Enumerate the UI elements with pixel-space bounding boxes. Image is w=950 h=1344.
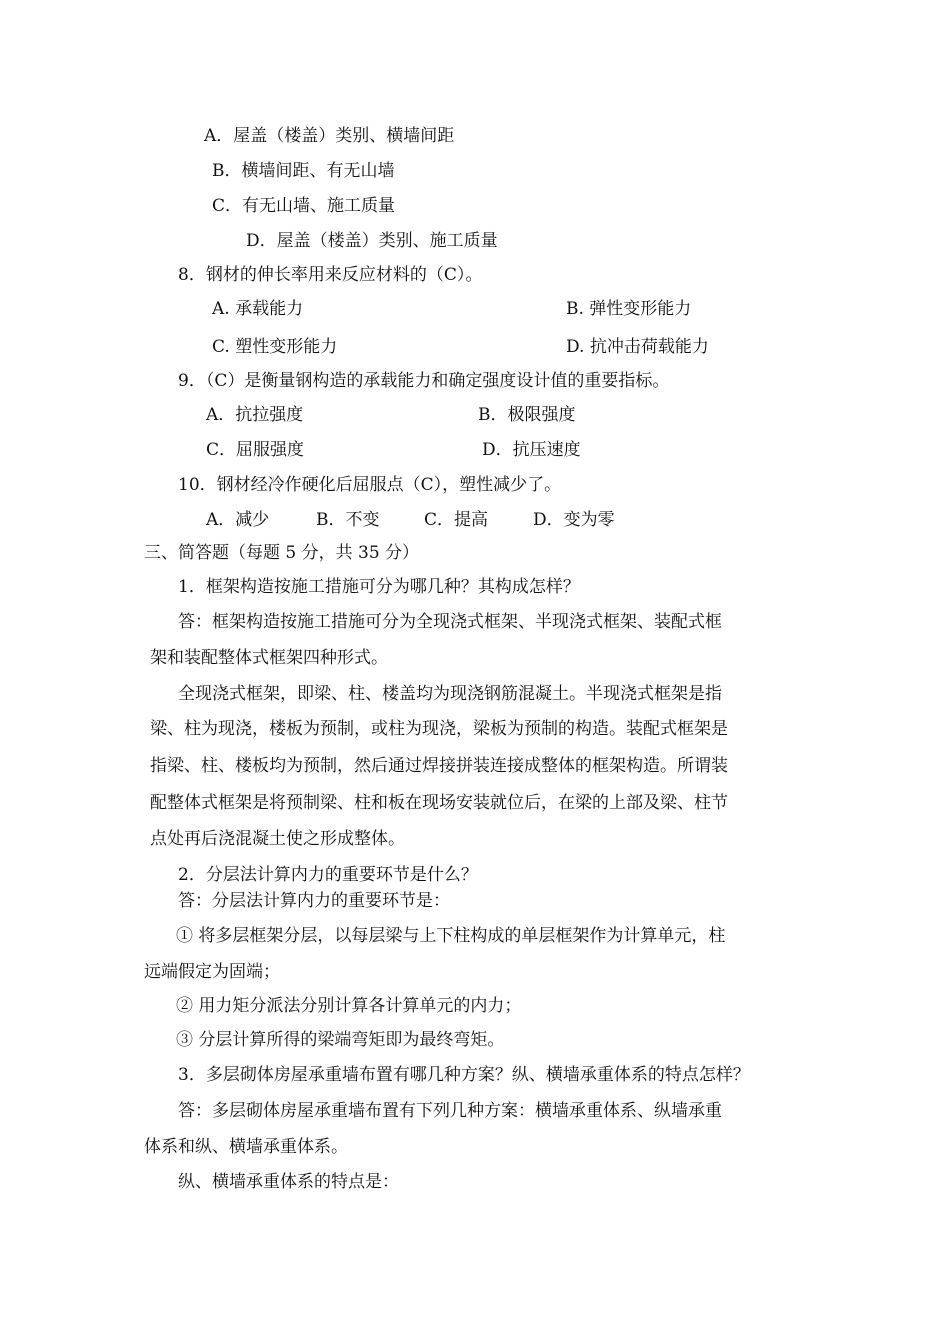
s3-q2-item1-line1: ① 将多层框架分层，以每层梁与上下柱构成的单层框架作为计算单元，柱: [176, 926, 726, 946]
q8-option-b: B. 弹性变形能力: [566, 299, 692, 319]
q9-option-d: D．抗压速度: [482, 440, 581, 460]
section-heading: 三、简答题（每题 5 分，共 35 分）: [144, 543, 420, 563]
s3-q1-paragraph-line5: 点处再后浇混凝土使之形成整体。: [150, 829, 405, 849]
q10-option-c: C．提高: [424, 510, 489, 530]
q9-option-b: B．极限强度: [478, 405, 576, 425]
s3-q2-item3: ③ 分层计算所得的梁端弯矩即为最终弯矩。: [176, 1030, 505, 1050]
s3-q3-paragraph: 纵、横墙承重体系的特点是：: [178, 1172, 399, 1192]
q9-stem: 9．（C）是衡量钢构造的承载能力和确定强度设计值的重要指标。: [178, 371, 670, 391]
s3-q3-answer-line1: 答：多层砌体房屋承重墙布置有下列几种方案：横墙承重体系、纵墙承重: [178, 1101, 722, 1121]
s3-q2-answer: 答：分层法计算内力的重要环节是：: [178, 891, 450, 911]
s3-q2-item1-line2: 远端假定为固端；: [144, 962, 280, 982]
q9-option-c: C．屈服强度: [206, 440, 305, 460]
s3-q1-answer-line2: 架和装配整体式框架四种形式。: [150, 648, 388, 668]
q7-option-a: A．屋盖（楼盖）类别、横墙间距: [204, 126, 455, 146]
s3-q2-question: 2．分层法计算内力的重要环节是什么？: [178, 865, 478, 885]
q9-option-a: A．抗拉强度: [206, 405, 304, 425]
q7-option-d: D．屋盖（楼盖）类别、施工质量: [246, 231, 498, 251]
s3-q3-answer-line2: 体系和纵、横墙承重体系。: [144, 1137, 348, 1157]
s3-q1-question: 1．框架构造按施工措施可分为哪几种？其构成怎样？: [178, 577, 580, 597]
s3-q1-paragraph-line2: 梁、柱为现浇，楼板为预制，或柱为现浇，梁板为预制的构造。装配式框架是: [150, 719, 728, 739]
q10-option-b: B．不变: [316, 510, 380, 530]
s3-q3-question: 3．多层砌体房屋承重墙布置有哪几种方案？纵、横墙承重体系的特点怎样？: [178, 1065, 750, 1085]
q8-option-d: D. 抗冲击荷载能力: [566, 337, 709, 357]
s3-q1-paragraph-line3: 指梁、柱、楼板均为预制，然后通过焊接拼装连接成整体的框架构造。所谓装: [150, 756, 728, 776]
s3-q2-item2: ② 用力矩分派法分别计算各计算单元的内力；: [176, 996, 522, 1016]
q8-option-a: A. 承载能力: [212, 299, 304, 319]
q8-stem: 8．钢材的伸长率用来反应材料的（C）。: [178, 265, 483, 285]
q8-option-c: C. 塑性变形能力: [212, 337, 338, 357]
q7-option-c: C．有无山墙、施工质量: [212, 196, 396, 216]
s3-q1-paragraph-line1: 全现浇式框架，即梁、柱、楼盖均为现浇钢筋混凝土。半现浇式框架是指: [178, 684, 722, 704]
s3-q1-answer-line1: 答：框架构造按施工措施可分为全现浇式框架、半现浇式框架、装配式框: [178, 612, 722, 632]
s3-q1-paragraph-line4: 配整体式框架是将预制梁、柱和板在现场安装就位后，在梁的上部及梁、柱节: [150, 793, 728, 813]
q10-option-d: D．变为零: [533, 510, 615, 530]
q10-stem: 10．钢材经冷作硬化后屈服点（C），塑性减少了。: [178, 475, 562, 495]
q10-option-a: A．减少: [206, 510, 270, 530]
q7-option-b: B．横墙间距、有无山墙: [212, 161, 395, 181]
